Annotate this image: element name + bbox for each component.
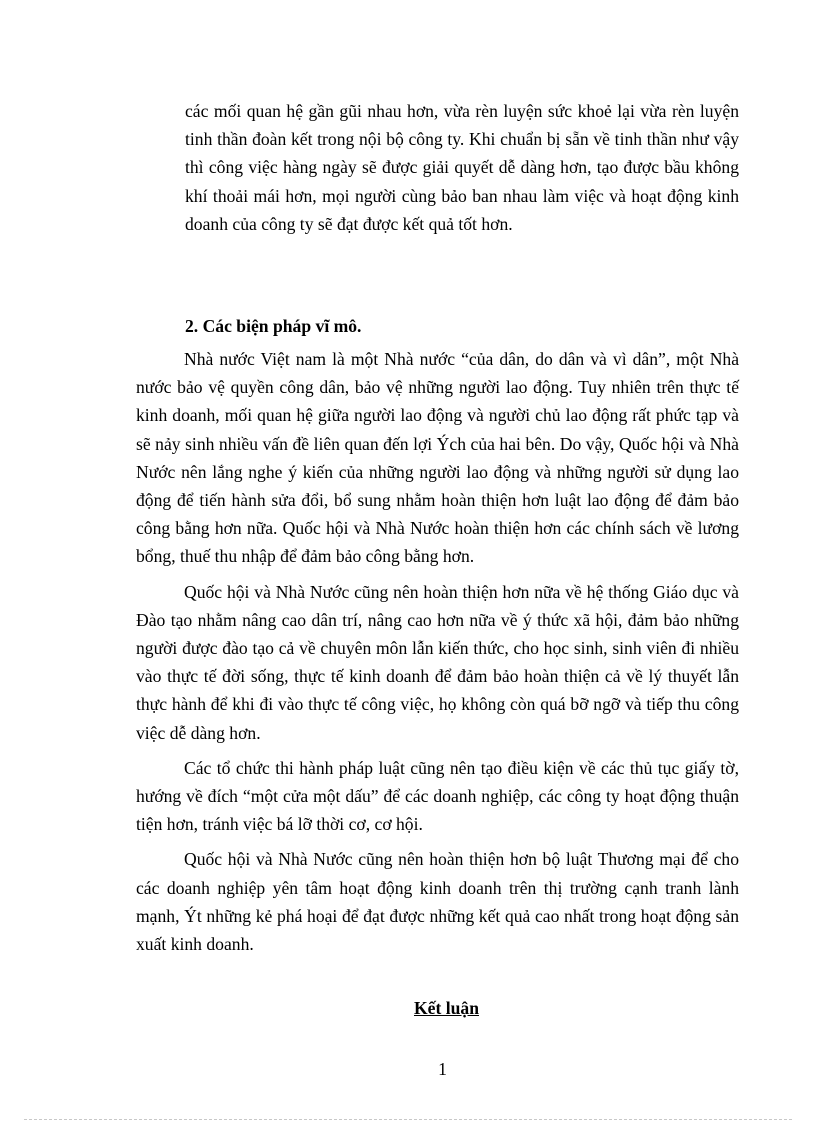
paragraph-2: Quốc hội và Nhà Nước cũng nên hoàn thiện hơn nữa về hệ thống Giáo dục và Đào tạo nhằm nâng cao dân trí, nâng cao hơn nữa về ý thức xã hội, đảm bảo những người được đào tạo cả về chuyên môn lẫn kiến thức, cho học sinh, sinh viên đi nhiều vào thực tế đời sống, thực tế kinh doanh để đảm bảo hoàn thiện cả về lý thuyết lẫn thực hành để khi đi vào thực tế công việc, họ không còn quá bỡ ngỡ và tiếp thu công việc dễ dàng hơn. — [136, 581, 739, 743]
section-body — [136, 345, 739, 958]
paragraph-text: các mối quan hệ gần gũi nhau hơn, vừa rèn luyện sức khoẻ lại vừa rèn luyện tinh thần đoàn kết trong nội bộ công ty. Khi chuẩn bị sẵn về tinh thần như vậy thì công việc hàng ngày sẽ được giải quyết dễ dàng hơn, tạo được bầu không khí thoải mái hơn, mọi người cùng bảo ban nhau làm việc và hoạt động kinh doanh của công ty sẽ đạt được kết quả tốt hơn. — [185, 101, 739, 234]
paragraph-3: Các tổ chức thi hành pháp luật cũng nên tạo điều kiện về các thủ tục giấy tờ, hướng về đích “một cửa một dấu” để các doanh nghiệp, các công ty hoạt động thuận tiện hơn, tránh việc bá lỡ thời cơ, cơ hội. — [136, 757, 739, 835]
continuation-paragraph — [185, 97, 739, 238]
page-number: 1 — [438, 1059, 447, 1079]
paragraph-1: Nhà nước Việt nam là một Nhà nước “của dân, do dân và vì dân”, một Nhà nước bảo vệ quyền công dân, bảo vệ những người lao động. Tuy nhiên trên thực tế kinh doanh, mối quan hệ giữa người lao động và người chủ lao động rất phức tạp và sẽ nảy sinh nhiều vấn đề liên quan đến lợi Ých của hai bên. Do vậy, Quốc hội và Nhà Nước nên lắng nghe ý kiến của những người lao động và những người sử dụng lao động để tiến hành sửa đổi, bổ sung nhằm hoàn thiện hơn luật lao động để đảm bảo công bằng hơn nữa. Quốc hội và Nhà Nước hoàn thiện hơn các chính sách về lương bổng, thuế thu nhập để đảm bảo công bằng hơn. — [136, 349, 739, 567]
section-heading: 2. Các biện pháp vĩ mô. — [185, 316, 362, 336]
page-bottom-divider — [24, 1119, 792, 1120]
conclusion-heading: Kết luận — [413, 998, 479, 1018]
paragraph-4: Quốc hội và Nhà Nước cũng nên hoàn thiện hơn bộ luật Thương mại để cho các doanh nghiệp yên tâm hoạt động kinh doanh trên thị trường cạnh tranh lành mạnh, Ýt những kẻ phá hoại để đạt được những kết quả cao nhất trong hoạt động sản xuất kinh doanh. — [136, 849, 739, 955]
